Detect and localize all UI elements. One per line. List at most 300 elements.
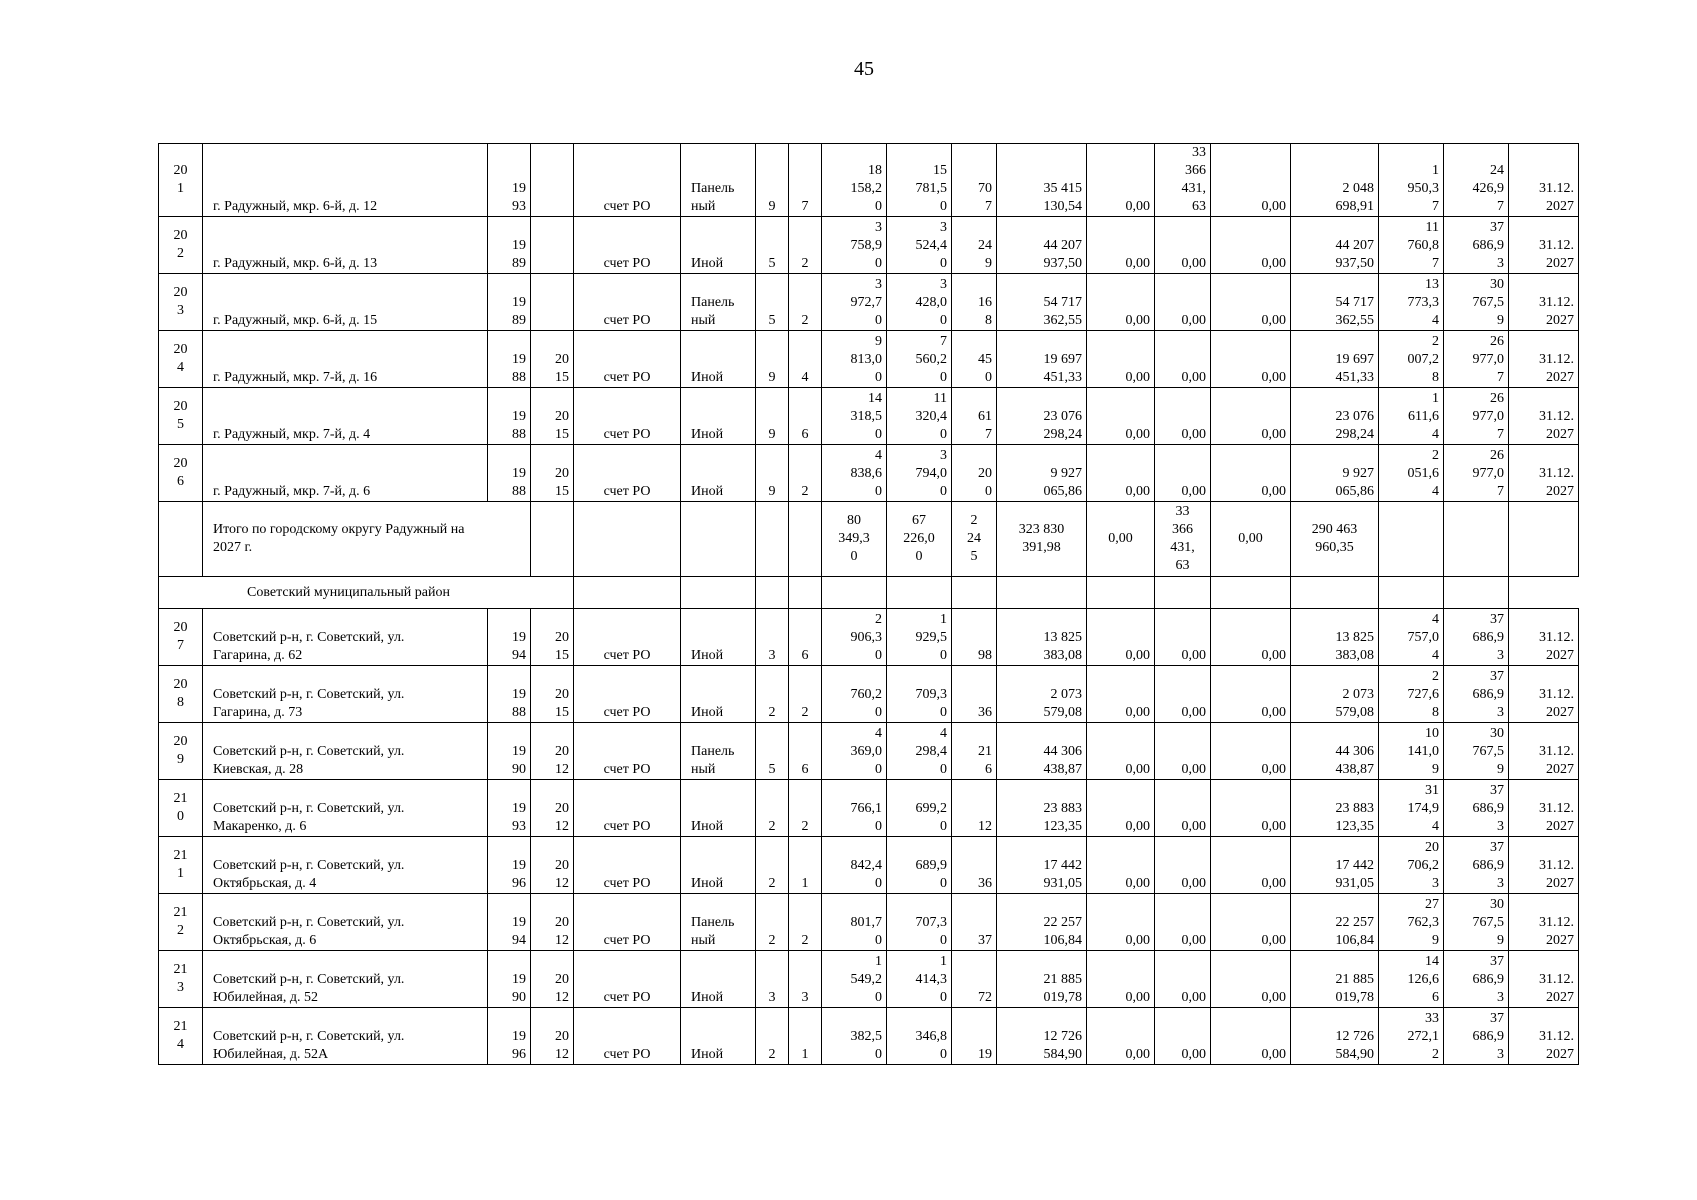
floors-cell: 2 — [756, 666, 789, 723]
row-number-cell: 20 2 — [159, 217, 203, 274]
entrances-cell: 4 — [789, 331, 822, 388]
total-area-cell: 842,4 0 — [822, 837, 887, 894]
fund-regional-cell: 0,00 — [1155, 723, 1211, 780]
deadline-cell: 31.12. 2027 — [1509, 144, 1579, 217]
deadline-cell: 31.12. 2027 — [1509, 780, 1579, 837]
wall-material-cell: Иной — [681, 666, 756, 723]
fund-local-cell: 0,00 — [1211, 609, 1291, 666]
fund-local-cell: 0,00 — [1211, 144, 1291, 217]
empty-cell — [887, 577, 952, 609]
empty-cell — [756, 502, 789, 577]
empty-cell — [789, 502, 822, 577]
fund-regional-cell: 33 366 431, 63 — [1155, 144, 1211, 217]
entrances-cell: 3 — [789, 951, 822, 1008]
living-area-cell: 699,2 0 — [887, 780, 952, 837]
entrances-cell: 7 — [789, 144, 822, 217]
residents-cell: 45 0 — [952, 331, 997, 388]
cost-total-cell: 35 415 130,54 — [997, 144, 1087, 217]
table-row — [159, 217, 1579, 274]
empty-cell — [1211, 577, 1291, 609]
cost-per-m2-cell: 11 760,8 7 — [1379, 217, 1444, 274]
fund-federal-cell: 0,00 — [1087, 837, 1155, 894]
fund-regional-cell: 0,00 — [1155, 217, 1211, 274]
cost-total-cell: 54 717 362,55 — [997, 274, 1087, 331]
entrances-cell: 2 — [789, 666, 822, 723]
limit-per-m2-cell: 30 767,5 9 — [1444, 723, 1509, 780]
year-built-cell: 19 88 — [488, 331, 531, 388]
address-cell: Советский р-н, г. Советский, ул. Октябрьская, д. 4 — [203, 837, 488, 894]
fund-regional-cell: 0,00 — [1155, 780, 1211, 837]
limit-per-m2-cell: 37 686,9 3 — [1444, 609, 1509, 666]
wall-material-cell: Иной — [681, 951, 756, 1008]
fund-regional-cell: 0,00 — [1155, 388, 1211, 445]
residents-cell: 36 — [952, 666, 997, 723]
year-repair-cell — [531, 274, 574, 331]
table-row — [159, 331, 1579, 388]
address-cell: г. Радужный, мкр. 7-й, д. 16 — [203, 331, 488, 388]
living-area-cell: 7 560,2 0 — [887, 331, 952, 388]
total-area-cell: 760,2 0 — [822, 666, 887, 723]
wall-material-cell: Панель ный — [681, 894, 756, 951]
fund-owners-cell: 13 825 383,08 — [1291, 609, 1379, 666]
living-area-cell: 689,9 0 — [887, 837, 952, 894]
address-cell: г. Радужный, мкр. 6-й, д. 15 — [203, 274, 488, 331]
empty-cell — [681, 577, 756, 609]
fund-local-cell: 0,00 — [1211, 837, 1291, 894]
total-row — [159, 502, 1579, 577]
empty-cell — [952, 577, 997, 609]
table-row — [159, 1008, 1579, 1065]
fund-federal-cell: 0,00 — [1087, 609, 1155, 666]
fund-local-cell: 0,00 — [1211, 951, 1291, 1008]
fund-regional-cell: 0,00 — [1155, 666, 1211, 723]
year-built-cell: 19 90 — [488, 723, 531, 780]
total-cost: 323 830 391,98 — [997, 502, 1087, 577]
floors-cell: 5 — [756, 723, 789, 780]
residents-cell: 70 7 — [952, 144, 997, 217]
row-number-cell: 20 3 — [159, 274, 203, 331]
total-fund-federal: 0,00 — [1087, 502, 1155, 577]
row-number-cell: 21 4 — [159, 1008, 203, 1065]
year-repair-cell: 20 15 — [531, 331, 574, 388]
total-fund-local: 0,00 — [1211, 502, 1291, 577]
address-cell: г. Радужный, мкр. 6-й, д. 12 — [203, 144, 488, 217]
fund-local-cell: 0,00 — [1211, 445, 1291, 502]
fund-local-cell: 0,00 — [1211, 723, 1291, 780]
year-repair-cell: 20 12 — [531, 780, 574, 837]
residents-cell: 16 8 — [952, 274, 997, 331]
fund-federal-cell: 0,00 — [1087, 144, 1155, 217]
row-number-cell: 20 8 — [159, 666, 203, 723]
fund-local-cell: 0,00 — [1211, 894, 1291, 951]
floors-cell: 9 — [756, 144, 789, 217]
cost-total-cell: 12 726 584,90 — [997, 1008, 1087, 1065]
residents-cell: 36 — [952, 837, 997, 894]
empty-cell — [756, 577, 789, 609]
limit-per-m2-cell: 30 767,5 9 — [1444, 894, 1509, 951]
fund-federal-cell: 0,00 — [1087, 780, 1155, 837]
cost-per-m2-cell: 31 174,9 4 — [1379, 780, 1444, 837]
table-row — [159, 951, 1579, 1008]
limit-per-m2-cell: 26 977,0 7 — [1444, 445, 1509, 502]
wall-material-cell: Панель ный — [681, 723, 756, 780]
year-repair-cell: 20 15 — [531, 388, 574, 445]
housing-register-table — [158, 143, 1579, 1065]
cost-per-m2-cell: 14 126,6 6 — [1379, 951, 1444, 1008]
fund-local-cell: 0,00 — [1211, 1008, 1291, 1065]
table-row — [159, 445, 1579, 502]
total-num-cell — [159, 502, 203, 577]
residents-cell: 72 — [952, 951, 997, 1008]
floors-cell: 5 — [756, 217, 789, 274]
fund-method-cell: счет РО — [574, 609, 681, 666]
table-row — [159, 274, 1579, 331]
fund-owners-cell: 9 927 065,86 — [1291, 445, 1379, 502]
floors-cell: 9 — [756, 445, 789, 502]
row-number-cell: 21 0 — [159, 780, 203, 837]
empty-cell — [1155, 577, 1211, 609]
fund-local-cell: 0,00 — [1211, 274, 1291, 331]
row-number-cell: 21 2 — [159, 894, 203, 951]
cost-total-cell: 21 885 019,78 — [997, 951, 1087, 1008]
table-row — [159, 609, 1579, 666]
table-row — [159, 388, 1579, 445]
empty-cell — [1087, 577, 1155, 609]
fund-regional-cell: 0,00 — [1155, 609, 1211, 666]
fund-federal-cell: 0,00 — [1087, 666, 1155, 723]
total-area-cell: 4 369,0 0 — [822, 723, 887, 780]
year-built-cell: 19 96 — [488, 1008, 531, 1065]
limit-per-m2-cell: 37 686,9 3 — [1444, 780, 1509, 837]
fund-federal-cell: 0,00 — [1087, 1008, 1155, 1065]
fund-method-cell: счет РО — [574, 1008, 681, 1065]
cost-per-m2-cell: 27 762,3 9 — [1379, 894, 1444, 951]
fund-local-cell: 0,00 — [1211, 388, 1291, 445]
deadline-cell: 31.12. 2027 — [1509, 609, 1579, 666]
living-area-cell: 11 320,4 0 — [887, 388, 952, 445]
residents-cell: 98 — [952, 609, 997, 666]
table-row — [159, 144, 1579, 217]
total-area-cell: 3 972,7 0 — [822, 274, 887, 331]
empty-cell — [574, 502, 681, 577]
fund-owners-cell: 17 442 931,05 — [1291, 837, 1379, 894]
year-repair-cell — [531, 144, 574, 217]
fund-federal-cell: 0,00 — [1087, 445, 1155, 502]
fund-regional-cell: 0,00 — [1155, 445, 1211, 502]
floors-cell: 9 — [756, 388, 789, 445]
year-repair-cell: 20 12 — [531, 1008, 574, 1065]
entrances-cell: 2 — [789, 780, 822, 837]
year-repair-cell: 20 15 — [531, 445, 574, 502]
year-repair-cell: 20 12 — [531, 723, 574, 780]
total-area-cell: 766,1 0 — [822, 780, 887, 837]
cost-total-cell: 44 207 937,50 — [997, 217, 1087, 274]
living-area-cell: 3 428,0 0 — [887, 274, 952, 331]
residents-cell: 21 6 — [952, 723, 997, 780]
fund-owners-cell: 54 717 362,55 — [1291, 274, 1379, 331]
district-header-row — [159, 577, 1579, 609]
cost-total-cell: 44 306 438,87 — [997, 723, 1087, 780]
fund-method-cell: счет РО — [574, 837, 681, 894]
limit-per-m2-cell: 37 686,9 3 — [1444, 1008, 1509, 1065]
address-cell: Советский р-н, г. Советский, ул. Юбилейная, д. 52 — [203, 951, 488, 1008]
year-built-cell: 19 90 — [488, 951, 531, 1008]
fund-owners-cell: 12 726 584,90 — [1291, 1008, 1379, 1065]
page-number: 45 — [854, 58, 874, 80]
year-built-cell: 19 89 — [488, 217, 531, 274]
row-number-cell: 21 3 — [159, 951, 203, 1008]
total-area-cell: 382,5 0 — [822, 1008, 887, 1065]
cost-per-m2-cell: 1 950,3 7 — [1379, 144, 1444, 217]
fund-owners-cell: 23 076 298,24 — [1291, 388, 1379, 445]
fund-federal-cell: 0,00 — [1087, 723, 1155, 780]
total-fund-owners: 290 463 960,35 — [1291, 502, 1379, 577]
total-area-cell: 2 906,3 0 — [822, 609, 887, 666]
living-area-cell: 15 781,5 0 — [887, 144, 952, 217]
residents-cell: 37 — [952, 894, 997, 951]
fund-owners-cell: 44 207 937,50 — [1291, 217, 1379, 274]
fund-owners-cell: 2 048 698,91 — [1291, 144, 1379, 217]
table-row — [159, 723, 1579, 780]
fund-regional-cell: 0,00 — [1155, 331, 1211, 388]
empty-cell — [1509, 502, 1579, 577]
row-number-cell: 20 4 — [159, 331, 203, 388]
fund-regional-cell: 0,00 — [1155, 274, 1211, 331]
empty-cell — [1444, 502, 1509, 577]
cost-per-m2-cell: 33 272,1 2 — [1379, 1008, 1444, 1065]
deadline-cell: 31.12. 2027 — [1509, 837, 1579, 894]
floors-cell: 2 — [756, 894, 789, 951]
total-area-cell: 14 318,5 0 — [822, 388, 887, 445]
fund-method-cell: счет РО — [574, 217, 681, 274]
deadline-cell: 31.12. 2027 — [1509, 445, 1579, 502]
fund-local-cell: 0,00 — [1211, 331, 1291, 388]
row-number-cell: 20 9 — [159, 723, 203, 780]
entrances-cell: 6 — [789, 388, 822, 445]
fund-method-cell: счет РО — [574, 723, 681, 780]
wall-material-cell: Панель ный — [681, 274, 756, 331]
empty-cell — [574, 577, 681, 609]
floors-cell: 2 — [756, 780, 789, 837]
year-repair-cell: 20 12 — [531, 951, 574, 1008]
deadline-cell: 31.12. 2027 — [1509, 388, 1579, 445]
fund-federal-cell: 0,00 — [1087, 274, 1155, 331]
fund-regional-cell: 0,00 — [1155, 951, 1211, 1008]
year-repair-cell: 20 12 — [531, 894, 574, 951]
limit-per-m2-cell: 37 686,9 3 — [1444, 217, 1509, 274]
cost-total-cell: 23 883 123,35 — [997, 780, 1087, 837]
table-row — [159, 780, 1579, 837]
fund-owners-cell: 22 257 106,84 — [1291, 894, 1379, 951]
floors-cell: 2 — [756, 1008, 789, 1065]
living-area-cell: 707,3 0 — [887, 894, 952, 951]
table-row — [159, 666, 1579, 723]
address-cell: г. Радужный, мкр. 7-й, д. 4 — [203, 388, 488, 445]
address-cell: г. Радужный, мкр. 6-й, д. 13 — [203, 217, 488, 274]
living-area-cell: 346,8 0 — [887, 1008, 952, 1065]
address-cell: Советский р-н, г. Советский, ул. Гагарина, д. 73 — [203, 666, 488, 723]
residents-cell: 12 — [952, 780, 997, 837]
total-residents: 2 24 5 — [952, 502, 997, 577]
address-cell: Советский р-н, г. Советский, ул. Октябрьская, д. 6 — [203, 894, 488, 951]
fund-owners-cell: 44 306 438,87 — [1291, 723, 1379, 780]
cost-total-cell: 23 076 298,24 — [997, 388, 1087, 445]
fund-method-cell: счет РО — [574, 666, 681, 723]
living-area-cell: 3 794,0 0 — [887, 445, 952, 502]
table-row — [159, 894, 1579, 951]
floors-cell: 3 — [756, 951, 789, 1008]
year-repair-cell: 20 15 — [531, 666, 574, 723]
entrances-cell: 2 — [789, 217, 822, 274]
fund-federal-cell: 0,00 — [1087, 951, 1155, 1008]
residents-cell: 61 7 — [952, 388, 997, 445]
cost-total-cell: 13 825 383,08 — [997, 609, 1087, 666]
fund-federal-cell: 0,00 — [1087, 331, 1155, 388]
cost-per-m2-cell: 2 051,6 4 — [1379, 445, 1444, 502]
total-area-cell: 4 838,6 0 — [822, 445, 887, 502]
empty-cell — [789, 577, 822, 609]
year-built-cell: 19 89 — [488, 274, 531, 331]
empty-cell — [1379, 577, 1444, 609]
deadline-cell: 31.12. 2027 — [1509, 1008, 1579, 1065]
entrances-cell: 6 — [789, 609, 822, 666]
wall-material-cell: Иной — [681, 780, 756, 837]
address-cell: Советский р-н, г. Советский, ул. Макаренко, д. 6 — [203, 780, 488, 837]
total-area-cell: 801,7 0 — [822, 894, 887, 951]
limit-per-m2-cell: 30 767,5 9 — [1444, 274, 1509, 331]
fund-owners-cell: 23 883 123,35 — [1291, 780, 1379, 837]
fund-method-cell: счет РО — [574, 274, 681, 331]
empty-cell — [1444, 577, 1509, 609]
fund-regional-cell: 0,00 — [1155, 1008, 1211, 1065]
total-area-cell: 3 758,9 0 — [822, 217, 887, 274]
fund-local-cell: 0,00 — [1211, 217, 1291, 274]
living-area-cell: 709,3 0 — [887, 666, 952, 723]
entrances-cell: 1 — [789, 1008, 822, 1065]
wall-material-cell: Иной — [681, 388, 756, 445]
deadline-cell: 31.12. 2027 — [1509, 666, 1579, 723]
total-fund-regional: 33 366 431, 63 — [1155, 502, 1211, 577]
entrances-cell: 2 — [789, 445, 822, 502]
living-area-cell: 1 929,5 0 — [887, 609, 952, 666]
fund-method-cell: счет РО — [574, 445, 681, 502]
year-built-cell: 19 88 — [488, 445, 531, 502]
empty-cell — [1379, 502, 1444, 577]
row-number-cell: 20 5 — [159, 388, 203, 445]
limit-per-m2-cell: 37 686,9 3 — [1444, 666, 1509, 723]
cost-per-m2-cell: 2 727,6 8 — [1379, 666, 1444, 723]
cost-total-cell: 9 927 065,86 — [997, 445, 1087, 502]
total-area-cell: 18 158,2 0 — [822, 144, 887, 217]
limit-per-m2-cell: 24 426,9 7 — [1444, 144, 1509, 217]
address-cell: г. Радужный, мкр. 7-й, д. 6 — [203, 445, 488, 502]
year-built-cell: 19 93 — [488, 144, 531, 217]
cost-per-m2-cell: 4 757,0 4 — [1379, 609, 1444, 666]
floors-cell: 2 — [756, 837, 789, 894]
deadline-cell: 31.12. 2027 — [1509, 723, 1579, 780]
year-built-cell: 19 94 — [488, 894, 531, 951]
fund-regional-cell: 0,00 — [1155, 894, 1211, 951]
total-living-area: 67 226,0 0 — [887, 502, 952, 577]
empty-cell — [997, 577, 1087, 609]
total-area: 80 349,3 0 — [822, 502, 887, 577]
fund-federal-cell: 0,00 — [1087, 388, 1155, 445]
residents-cell: 19 — [952, 1008, 997, 1065]
wall-material-cell: Иной — [681, 1008, 756, 1065]
address-cell: Советский р-н, г. Советский, ул. Гагарина, д. 62 — [203, 609, 488, 666]
cost-total-cell: 19 697 451,33 — [997, 331, 1087, 388]
deadline-cell: 31.12. 2027 — [1509, 274, 1579, 331]
limit-per-m2-cell: 26 977,0 7 — [1444, 331, 1509, 388]
fund-local-cell: 0,00 — [1211, 780, 1291, 837]
fund-federal-cell: 0,00 — [1087, 217, 1155, 274]
wall-material-cell: Иной — [681, 837, 756, 894]
row-number-cell: 21 1 — [159, 837, 203, 894]
year-repair-cell: 20 12 — [531, 837, 574, 894]
floors-cell: 3 — [756, 609, 789, 666]
year-repair-cell — [531, 217, 574, 274]
entrances-cell: 2 — [789, 894, 822, 951]
wall-material-cell: Иной — [681, 609, 756, 666]
cost-total-cell: 22 257 106,84 — [997, 894, 1087, 951]
fund-method-cell: счет РО — [574, 951, 681, 1008]
year-built-cell: 19 88 — [488, 388, 531, 445]
row-number-cell: 20 6 — [159, 445, 203, 502]
deadline-cell: 31.12. 2027 — [1509, 894, 1579, 951]
table-row — [159, 837, 1579, 894]
wall-material-cell: Иной — [681, 331, 756, 388]
row-number-cell: 20 1 — [159, 144, 203, 217]
total-area-cell: 9 813,0 0 — [822, 331, 887, 388]
cost-per-m2-cell: 10 141,0 9 — [1379, 723, 1444, 780]
floors-cell: 9 — [756, 331, 789, 388]
cost-total-cell: 17 442 931,05 — [997, 837, 1087, 894]
limit-per-m2-cell: 37 686,9 3 — [1444, 837, 1509, 894]
fund-local-cell: 0,00 — [1211, 666, 1291, 723]
living-area-cell: 4 298,4 0 — [887, 723, 952, 780]
year-built-cell: 19 94 — [488, 609, 531, 666]
floors-cell: 5 — [756, 274, 789, 331]
empty-cell — [531, 502, 574, 577]
fund-owners-cell: 19 697 451,33 — [1291, 331, 1379, 388]
residents-cell: 24 9 — [952, 217, 997, 274]
empty-cell — [822, 577, 887, 609]
year-repair-cell: 20 15 — [531, 609, 574, 666]
fund-method-cell: счет РО — [574, 894, 681, 951]
cost-per-m2-cell: 13 773,3 4 — [1379, 274, 1444, 331]
total-area-cell: 1 549,2 0 — [822, 951, 887, 1008]
limit-per-m2-cell: 37 686,9 3 — [1444, 951, 1509, 1008]
entrances-cell: 1 — [789, 837, 822, 894]
empty-cell — [681, 502, 756, 577]
cost-per-m2-cell: 20 706,2 3 — [1379, 837, 1444, 894]
cost-per-m2-cell: 2 007,2 8 — [1379, 331, 1444, 388]
deadline-cell: 31.12. 2027 — [1509, 331, 1579, 388]
fund-method-cell: счет РО — [574, 331, 681, 388]
cost-per-m2-cell: 1 611,6 4 — [1379, 388, 1444, 445]
cost-total-cell: 2 073 579,08 — [997, 666, 1087, 723]
fund-method-cell: счет РО — [574, 388, 681, 445]
fund-regional-cell: 0,00 — [1155, 837, 1211, 894]
living-area-cell: 1 414,3 0 — [887, 951, 952, 1008]
address-cell: Советский р-н, г. Советский, ул. Юбилейная, д. 52А — [203, 1008, 488, 1065]
living-area-cell: 3 524,4 0 — [887, 217, 952, 274]
address-cell: Советский р-н, г. Советский, ул. Киевская, д. 28 — [203, 723, 488, 780]
entrances-cell: 6 — [789, 723, 822, 780]
fund-federal-cell: 0,00 — [1087, 894, 1155, 951]
fund-owners-cell: 21 885 019,78 — [1291, 951, 1379, 1008]
residents-cell: 20 0 — [952, 445, 997, 502]
